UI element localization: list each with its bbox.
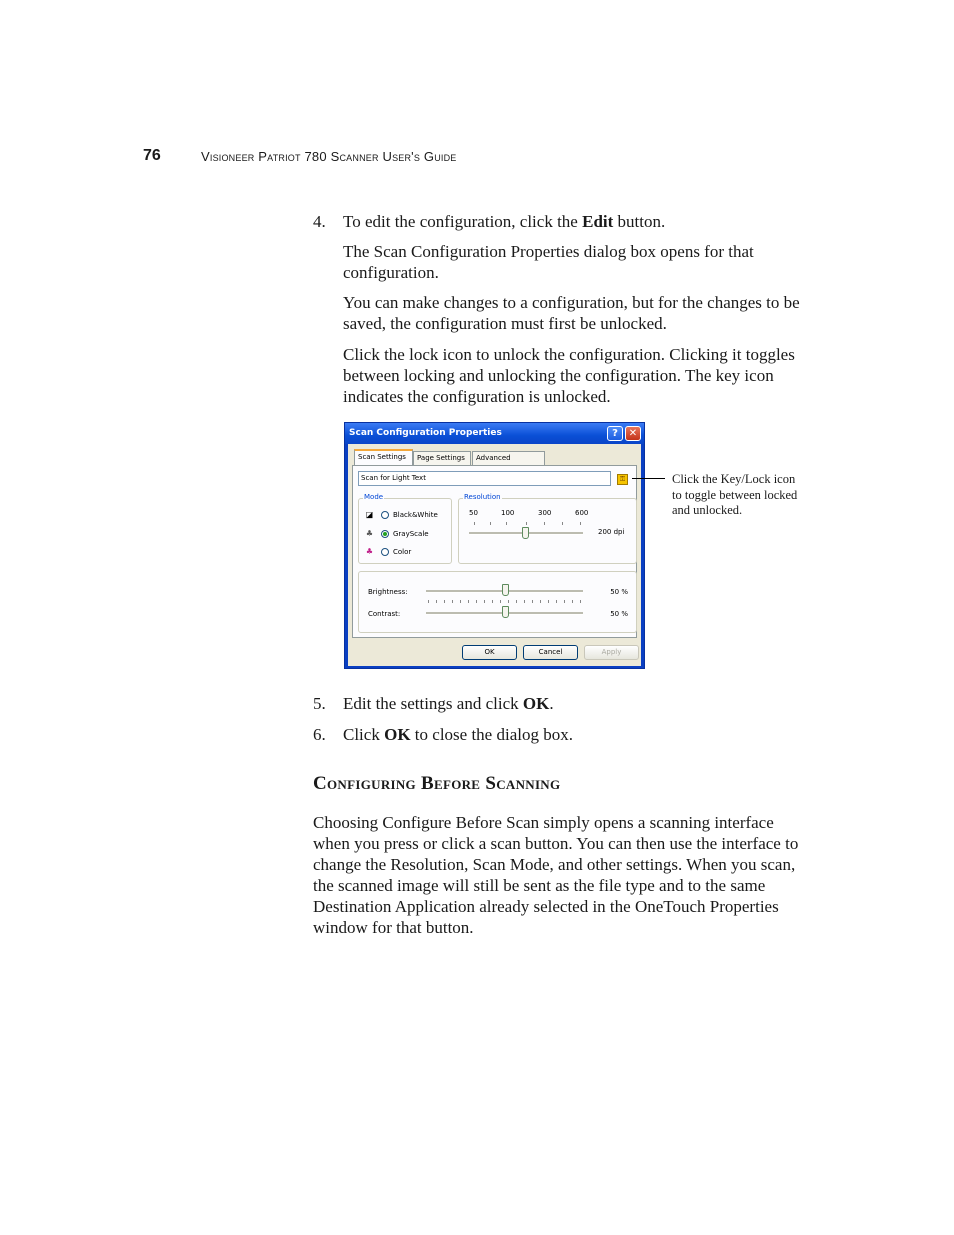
- paragraph: Click the lock icon to unlock the configuration. Clicking it toggles between locking and unlocking the configuration. The key icon indicates the configuration is unlocked.: [343, 345, 795, 406]
- configuration-name-field[interactable]: Scan for Light Text: [358, 471, 611, 486]
- radio-selected-dot: [383, 532, 387, 536]
- step-text: To edit the configuration, click the Edit button.: [343, 212, 666, 231]
- brightness-slider-thumb[interactable]: [502, 584, 509, 596]
- step-number: 6.: [313, 725, 326, 744]
- radio-black-white[interactable]: [381, 511, 389, 519]
- tab-scan-settings[interactable]: Scan Settings: [354, 449, 413, 465]
- tick-mark: [506, 522, 507, 525]
- tick-mark: [490, 522, 491, 525]
- contrast-label: Contrast:: [368, 610, 401, 618]
- grayscale-icon: ♣: [365, 529, 374, 538]
- running-header: Visioneer Patriot 780 Scanner User's Guide: [201, 149, 457, 164]
- option-grayscale-label: GrayScale: [393, 530, 429, 538]
- resolution-tick-label: 100: [501, 509, 515, 517]
- contrast-value: 50 %: [610, 610, 628, 618]
- mode-group-label: Mode: [364, 493, 384, 501]
- callout-leader-line: [632, 478, 665, 479]
- resolution-tick-label: 50: [469, 509, 478, 517]
- key-lock-icon[interactable]: ⚿: [617, 474, 628, 485]
- tick-mark: [544, 522, 545, 525]
- ok-button[interactable]: OK: [462, 645, 517, 660]
- cancel-button[interactable]: Cancel: [523, 645, 578, 660]
- dialog-client-area: [348, 444, 641, 666]
- help-button[interactable]: ?: [607, 426, 623, 441]
- resolution-tick-label: 300: [538, 509, 552, 517]
- radio-color[interactable]: [381, 548, 389, 556]
- step-number: 5.: [313, 694, 326, 713]
- dialog-title: Scan Configuration Properties: [345, 423, 644, 444]
- radio-grayscale[interactable]: [381, 530, 389, 538]
- step-number: 4.: [313, 212, 326, 231]
- brightness-label: Brightness:: [368, 588, 408, 596]
- resolution-value: 200 dpi: [598, 528, 625, 536]
- page-number: 76: [143, 147, 161, 164]
- callout-text: Click the Key/Lock icon to toggle between locked and unlocked.: [672, 472, 798, 517]
- black-white-icon: ◪: [365, 510, 374, 519]
- brightness-value: 50 %: [610, 588, 628, 596]
- close-button[interactable]: ✕: [625, 426, 641, 441]
- section-heading: Configuring Before Scanning: [313, 773, 561, 794]
- section-paragraph: Choosing Configure Before Scan simply opens a scanning interface when you press or click a scan button. You can then use the interface to change the Resolution, Scan Mode, and other settings. When you scan, the scanned image will still be sent as the file type and to the same Destination Application already selected in the OneTouch Properties window for that button.: [313, 813, 799, 937]
- apply-button[interactable]: Apply: [584, 645, 639, 660]
- paragraph: You can make changes to a configuration, but for the changes to be saved, the configuration must first be unlocked.: [343, 293, 800, 333]
- step-text: Click OK to close the dialog box.: [343, 725, 573, 744]
- option-color-label: Color: [393, 548, 412, 556]
- tick-mark: [562, 522, 563, 525]
- resolution-group-label: Resolution: [464, 493, 501, 501]
- step-text: Edit the settings and click OK.: [343, 694, 554, 713]
- tick-mark: [526, 522, 527, 525]
- brightness-ticks: [428, 600, 583, 603]
- tab-advanced-settings[interactable]: Advanced: [472, 451, 545, 465]
- scan-configuration-dialog: [344, 422, 645, 669]
- tick-mark: [474, 522, 475, 525]
- color-icon: ♣: [365, 547, 374, 556]
- resolution-slider-thumb[interactable]: [522, 527, 529, 539]
- contrast-slider-thumb[interactable]: [502, 606, 509, 618]
- tab-page-settings[interactable]: Page Settings: [413, 451, 471, 465]
- paragraph: The Scan Configuration Properties dialog box opens for that configuration.: [343, 242, 754, 282]
- tick-mark: [580, 522, 581, 525]
- resolution-tick-label: 600: [575, 509, 589, 517]
- option-black-white-label: Black&White: [393, 511, 438, 519]
